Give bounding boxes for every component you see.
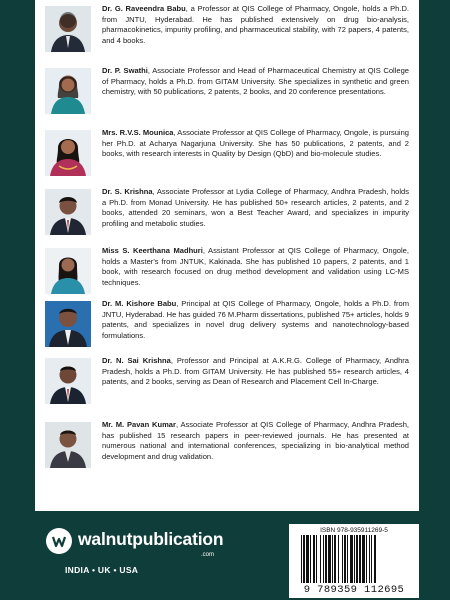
publisher-domain: .com <box>201 552 215 558</box>
author-entry <box>45 128 409 186</box>
barcode-number: 9 789359 112695 <box>303 584 405 596</box>
author-bio: , Assistant Professor at QIS College of Pharmacy, Ongole, holds a Master's from JNTUK, Kakinada. She has published 10 papers, 2 patents, and 1 book, with research focused on drug method development and validation using LC-MS techniques. <box>102 246 409 288</box>
author-name: Dr. P. Swathi <box>102 66 148 75</box>
author-entry <box>45 66 409 124</box>
author-name: Mr. M. Pavan Kumar <box>102 420 176 429</box>
author-name: Miss S. Keerthana Madhuri <box>102 246 203 255</box>
author-name: Dr. G. Raveendra Babu <box>102 4 186 13</box>
author-photo <box>45 358 91 404</box>
author-name: Dr. N. Sai Krishna <box>102 356 171 365</box>
author-entry <box>45 246 409 304</box>
author-name: Dr. M. Kishore Babu <box>102 299 177 308</box>
author-photo <box>45 189 91 235</box>
author-bio: , Associate Professor and Head of Pharmaceutical Chemistry at QIS College of Pharmacy, holds a Ph.D. from GITAM University. She specializes in synthetic and green chemistry, with 50 publications, 2 patents, 2 books, and 20 conference presentations. <box>102 66 409 97</box>
author-photo <box>45 6 91 52</box>
author-entry <box>45 356 409 414</box>
isbn-barcode <box>289 524 419 598</box>
author-photo <box>45 130 91 176</box>
author-bio: , a Professor at QIS College of Pharmacy, Ongole, holds a Ph.D. from JNTU, Hyderabad. He has published extensively on drug bio-analysis, pharmacokinetics, impurity profiling, and pharmaceutical stability, with 72 papers, 4 patents, and 4 books. <box>102 4 409 46</box>
author-entry <box>45 420 409 490</box>
author-bio: , Associate Professor at QIS College of Pharmacy, Andhra Pradesh, has published 15 research papers in peer-reviewed journals. He has presented at numerous national and international conferences, specializing in bio-analytical method development and drug validation. <box>102 420 410 462</box>
author-entry <box>45 187 409 245</box>
author-bio: , Professor and Principal at A.K.R.G. College of Pharmacy, Andhra Pradesh, holds a Ph.D. from GITAM University. He has published 55+ research articles, 4 patents, and 2 books, serving as Dean of Research and Placement Cell In-Charge. <box>102 356 409 387</box>
author-name: Dr. S. Krishna <box>102 187 153 196</box>
author-entry <box>45 4 409 62</box>
author-photo <box>45 422 91 468</box>
publisher-countries: INDIA • UK • USA <box>65 565 139 575</box>
author-entry <box>45 299 409 357</box>
publisher-logo-icon <box>46 528 72 554</box>
author-bio: , Associate Professor at Lydia College of Pharmacy, Andhra Pradesh, holds a Ph.D. from Monad University. He has published 50+ research articles, 2 patents, and 2 books, attended 20 seminars, won a Best Teacher Award, and specializes in impurity profiling and metabolic studies. <box>102 187 409 229</box>
author-bios-panel <box>35 0 419 511</box>
author-bio: , Associate Professor at QIS College of Pharmacy, Ongole, is pursuing her Ph.D. at Acharya Nagarjuna University. She has 50 publications, 2 patents, and 2 books, with research interests in Quality by Design (QbD) and bio-molecule studies. <box>102 128 409 159</box>
author-photo <box>45 248 91 294</box>
barcode-bars <box>289 535 419 585</box>
author-photo <box>45 301 91 347</box>
publisher-name: walnutpublication <box>78 529 224 549</box>
isbn-label: ISBN 978-935911269-5 <box>320 527 388 534</box>
author-photo <box>45 68 91 114</box>
author-bio: , Principal at QIS College of Pharmacy, Ongole, holds a Ph.D. from JNTU, Hyderabad. He has guided 76 M.Pharm dissertations, published 75+ articles, holds 9 patents, and specializes in novel drug delivery systems and nanotechnology-based formulations. <box>102 299 409 341</box>
author-name: Mrs. R.V.S. Mounica <box>102 128 174 137</box>
